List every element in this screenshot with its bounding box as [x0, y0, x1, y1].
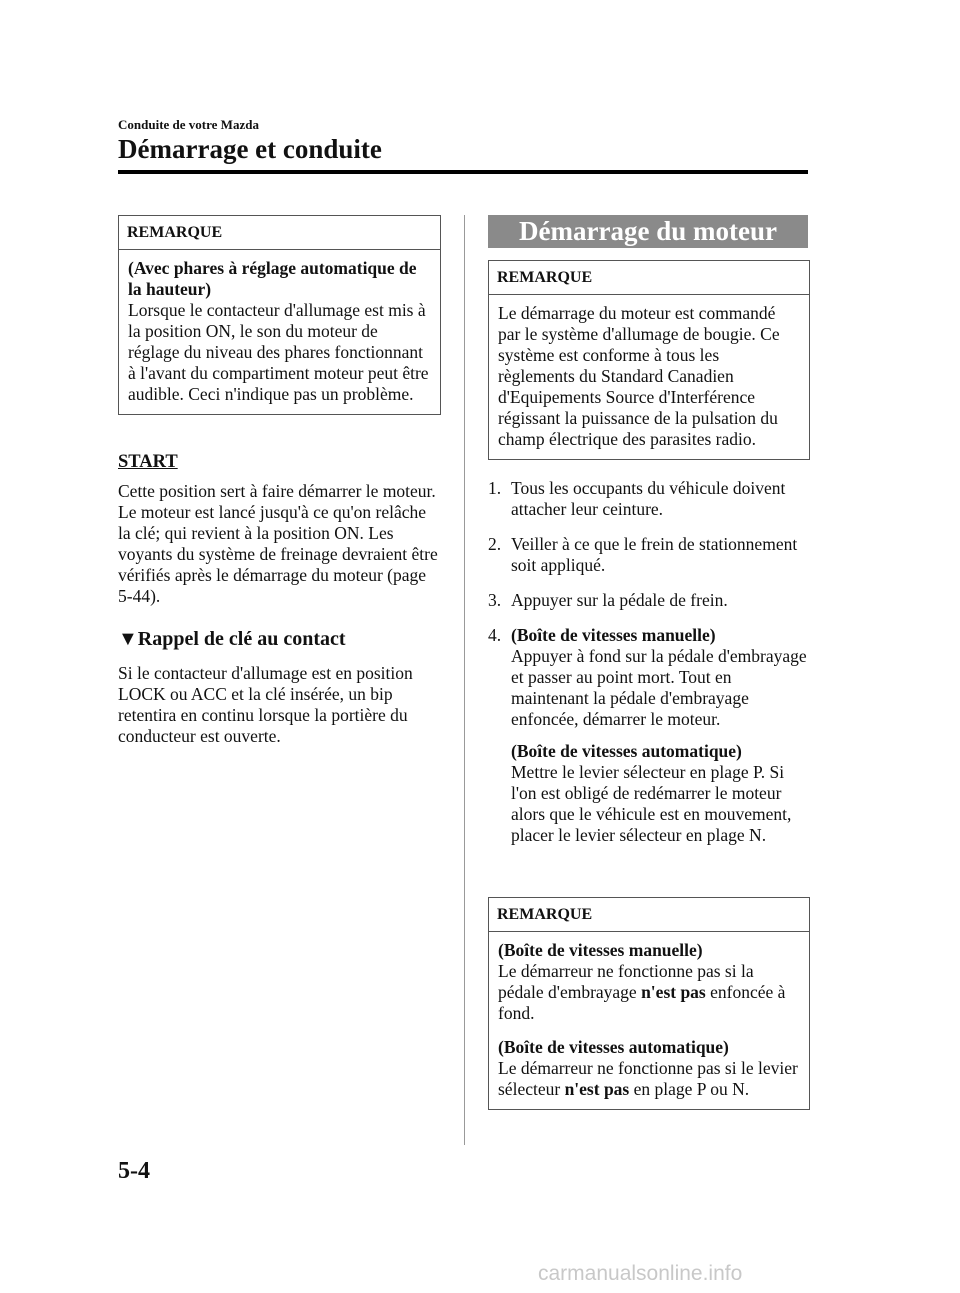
- note-text-manual-pre: Le démarreur ne fonctionne pas si la pédale d'embrayage: [498, 961, 754, 1002]
- note-text: Lorsque le contacteur d'allumage est mis à la position ON, le son du moteur de réglage du niveau des phares fonctionnant à l'avant du compartiment moteur peut être audible. Ceci n'indique pas un problème.: [128, 300, 429, 404]
- list-item: [488, 590, 808, 611]
- note-text-auto-post: en plage P ou N.: [633, 1079, 750, 1099]
- list-item: [488, 478, 808, 520]
- step-text: Tous les occupants du véhicule doivent attacher leur ceinture.: [511, 478, 786, 519]
- start-steps-list: [488, 478, 808, 860]
- start-heading: START: [118, 452, 178, 472]
- list-item: [488, 534, 808, 576]
- list-item: [488, 625, 808, 846]
- reminder-heading: [118, 628, 346, 651]
- section-banner: Démarrage du moteur: [488, 215, 808, 248]
- note-box-starter: [488, 897, 810, 1110]
- reminder-heading-text: Rappel de clé au contact: [137, 628, 346, 650]
- note-text-manual-post: enfoncée à fond.: [498, 982, 786, 1023]
- note-heading: REMARQUE: [489, 261, 809, 295]
- note-bold-manual: (Boîte de vitesses manuelle): [498, 940, 703, 960]
- note-box-headlight: [118, 215, 441, 415]
- step-text: Veiller à ce que le frein de stationnement soit appliqué.: [511, 534, 798, 575]
- note-text: Le démarrage du moteur est commandé par le système d'allumage de bougie. Ce système est conforme à tous les règlements du Standard Canadien d'Equipements Source d'Interférence régissant la puissance de la pulsation du champ électrique des parasites radio.: [498, 303, 780, 449]
- watermark: carmanualsonline.info: [538, 1262, 743, 1285]
- note-box-ignition: [488, 260, 810, 460]
- step-number: 2.: [488, 534, 502, 554]
- page-number: 5-4: [118, 1158, 150, 1184]
- step-bold-automatic: (Boîte de vitesses automatique): [511, 741, 742, 761]
- triangle-marker-icon: ▼: [118, 628, 138, 650]
- step-text-automatic: Mettre le levier sélecteur en plage P. Si l'on est obligé de redémarrer le moteur alors que le véhicule est en mouvement, placer le levier sélecteur en plage N.: [511, 762, 792, 845]
- section-label: Conduite de votre Mazda: [118, 117, 259, 132]
- step-text-manual: Appuyer à fond sur la pédale d'embrayage et passer au point mort. Tout en maintenant la pédale d'embrayage enfoncée, démarrer le moteur.: [511, 646, 807, 729]
- note-emphasis: n'est pas: [641, 982, 706, 1002]
- note-emphasis: n'est pas: [564, 1079, 630, 1099]
- page-title: Démarrage et conduite: [118, 134, 382, 164]
- note-body: [489, 932, 809, 1109]
- reminder-text: Si le contacteur d'allumage est en position LOCK ou ACC et la clé insérée, un bip retentira en continu lorsque la portière du conducteur est ouverte.: [118, 663, 413, 746]
- step-number: 4.: [488, 625, 502, 645]
- note-body: [119, 250, 440, 414]
- note-heading: REMARQUE: [489, 898, 809, 932]
- note-bold-automatic: (Boîte de vitesses automatique): [498, 1037, 729, 1057]
- step-bold-manual: (Boîte de vitesses manuelle): [511, 625, 716, 645]
- title-rule: [118, 170, 808, 174]
- step-number: 3.: [488, 590, 502, 610]
- note-text-auto-pre: Le démarreur ne fonctionne pas si le levier sélecteur: [498, 1058, 798, 1099]
- note-heading: REMARQUE: [119, 216, 440, 250]
- column-divider: [464, 215, 465, 1145]
- note-bold-intro: (Avec phares à réglage automatique de la hauteur): [128, 258, 417, 299]
- start-text: Cette position sert à faire démarrer le moteur. Le moteur est lancé jusqu'à ce qu'on relâche la clé; qui revient à la position ON. Les voyants du système de freinage devraient être vérifiés après le démarrage du moteur (page 5-44).: [118, 481, 438, 606]
- step-text: Appuyer sur la pédale de frein.: [511, 590, 728, 610]
- step-number: 1.: [488, 478, 502, 498]
